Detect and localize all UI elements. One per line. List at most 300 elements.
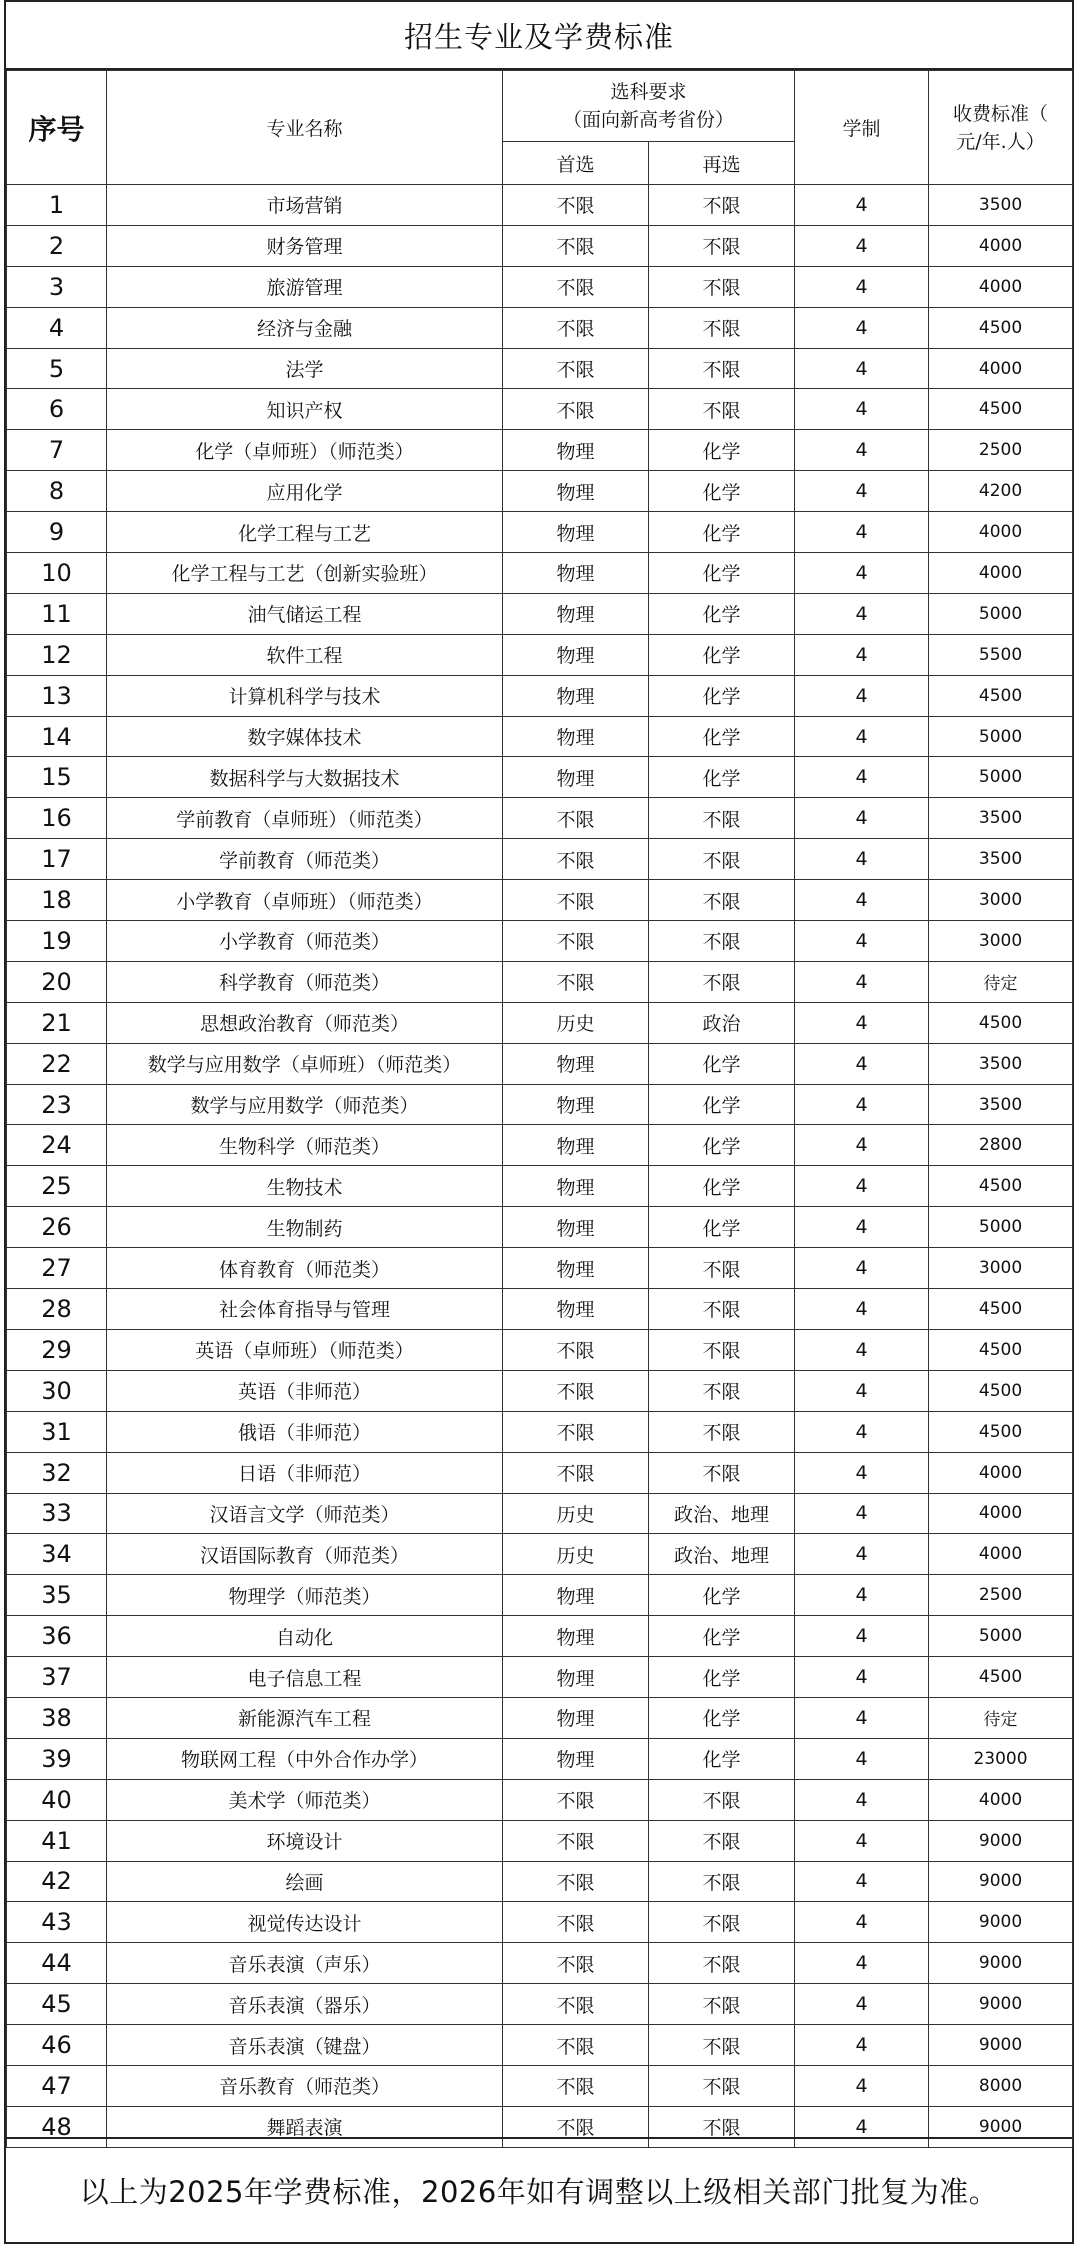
table-row: [7, 1902, 1073, 1943]
row-first-choice: 不限: [503, 1943, 649, 1984]
row-first-choice: 物理: [503, 1043, 649, 1084]
row-second-choice: 化学: [649, 1207, 795, 1248]
row-major-name: 日语（非师范）: [107, 1452, 503, 1493]
row-number: 42: [7, 1861, 107, 1902]
row-fee: 9000: [929, 1820, 1073, 1861]
row-years: 4: [795, 553, 929, 594]
row-number: 25: [7, 1166, 107, 1207]
row-years: 4: [795, 593, 929, 634]
row-second-choice: 政治: [649, 1002, 795, 1043]
row-number: 12: [7, 634, 107, 675]
row-first-choice: 不限: [503, 225, 649, 266]
row-second-choice: 政治、地理: [649, 1493, 795, 1534]
row-second-choice: 化学: [649, 1738, 795, 1779]
row-second-choice: 不限: [649, 839, 795, 880]
row-fee: 9000: [929, 1861, 1073, 1902]
row-years: 4: [795, 1084, 929, 1125]
row-second-choice: 不限: [649, 880, 795, 921]
row-fee: 待定: [929, 961, 1073, 1002]
header-years: 学制: [795, 71, 929, 185]
header-subject-requirement-note: （面向新高考省份）: [563, 109, 735, 131]
table-row: [7, 1657, 1073, 1698]
row-major-name: 化学工程与工艺（创新实验班）: [107, 553, 503, 594]
row-second-choice: 化学: [649, 1084, 795, 1125]
row-number: 46: [7, 2025, 107, 2066]
row-fee: 9000: [929, 2106, 1073, 2147]
row-fee: 5500: [929, 634, 1073, 675]
row-major-name: 美术学（师范类）: [107, 1779, 503, 1820]
row-number: 21: [7, 1002, 107, 1043]
header-fee: [929, 71, 1073, 185]
row-years: 4: [795, 2025, 929, 2066]
row-number: 29: [7, 1329, 107, 1370]
row-fee: 3500: [929, 1084, 1073, 1125]
row-fee: 9000: [929, 1902, 1073, 1943]
row-years: 4: [795, 1166, 929, 1207]
footer-note: 以上为2025年学费标准，2026年如有调整以上级相关部门批复为准。: [6, 2137, 1072, 2242]
table-row: [7, 1697, 1073, 1738]
row-years: 4: [795, 716, 929, 757]
row-number: 27: [7, 1248, 107, 1289]
row-major-name: 音乐教育（师范类）: [107, 2065, 503, 2106]
row-second-choice: 不限: [649, 1984, 795, 2025]
table-row: [7, 634, 1073, 675]
row-first-choice: 历史: [503, 1534, 649, 1575]
row-years: 4: [795, 1984, 929, 2025]
row-fee: 4000: [929, 1493, 1073, 1534]
row-years: 4: [795, 1943, 929, 1984]
row-fee: 9000: [929, 1943, 1073, 1984]
row-first-choice: 不限: [503, 1902, 649, 1943]
row-major-name: 学前教育（师范类）: [107, 839, 503, 880]
row-first-choice: 不限: [503, 1370, 649, 1411]
row-fee: 4200: [929, 471, 1073, 512]
row-second-choice: 不限: [649, 225, 795, 266]
row-years: 4: [795, 2106, 929, 2147]
table-row: [7, 1411, 1073, 1452]
table-row: [7, 1493, 1073, 1534]
row-second-choice: 化学: [649, 430, 795, 471]
row-number: 41: [7, 1820, 107, 1861]
row-major-name: 经济与金融: [107, 307, 503, 348]
row-years: 4: [795, 1779, 929, 1820]
row-years: 4: [795, 1043, 929, 1084]
header-second-choice: 再选: [649, 142, 795, 185]
row-first-choice: 不限: [503, 2106, 649, 2147]
row-first-choice: 物理: [503, 1248, 649, 1289]
row-second-choice: 化学: [649, 1575, 795, 1616]
table-row: [7, 389, 1073, 430]
row-major-name: 音乐表演（器乐）: [107, 1984, 503, 2025]
row-first-choice: 物理: [503, 634, 649, 675]
row-years: 4: [795, 880, 929, 921]
row-first-choice: 不限: [503, 1820, 649, 1861]
row-fee: 4000: [929, 225, 1073, 266]
row-second-choice: 不限: [649, 961, 795, 1002]
row-major-name: 法学: [107, 348, 503, 389]
row-fee: 3000: [929, 880, 1073, 921]
row-first-choice: 物理: [503, 471, 649, 512]
row-years: 4: [795, 1902, 929, 1943]
row-fee: 5000: [929, 593, 1073, 634]
row-fee: 4500: [929, 1289, 1073, 1330]
row-major-name: 物理学（师范类）: [107, 1575, 503, 1616]
table-row: [7, 1329, 1073, 1370]
row-first-choice: 不限: [503, 307, 649, 348]
table-row: [7, 185, 1073, 226]
row-major-name: 物联网工程（中外合作办学）: [107, 1738, 503, 1779]
row-first-choice: 物理: [503, 553, 649, 594]
row-second-choice: 化学: [649, 716, 795, 757]
row-first-choice: 历史: [503, 1002, 649, 1043]
row-first-choice: 物理: [503, 1738, 649, 1779]
row-second-choice: 不限: [649, 307, 795, 348]
table-row: [7, 1779, 1073, 1820]
row-number: 15: [7, 757, 107, 798]
row-number: 38: [7, 1697, 107, 1738]
row-second-choice: 化学: [649, 1043, 795, 1084]
row-major-name: 学前教育（卓师班）（师范类）: [107, 798, 503, 839]
table-row: [7, 1943, 1073, 1984]
row-second-choice: 不限: [649, 921, 795, 962]
header-no: 序号: [7, 71, 107, 185]
row-number: 2: [7, 225, 107, 266]
row-number: 47: [7, 2065, 107, 2106]
row-first-choice: 物理: [503, 430, 649, 471]
row-first-choice: 物理: [503, 757, 649, 798]
row-fee: 4500: [929, 307, 1073, 348]
row-number: 7: [7, 430, 107, 471]
row-first-choice: 物理: [503, 1207, 649, 1248]
row-number: 48: [7, 2106, 107, 2147]
row-major-name: 社会体育指导与管理: [107, 1289, 503, 1330]
row-second-choice: 化学: [649, 512, 795, 553]
header-subject-requirement-title: 选科要求: [610, 81, 687, 103]
row-number: 1: [7, 185, 107, 226]
row-major-name: 化学（卓师班）（师范类）: [107, 430, 503, 471]
row-years: 4: [795, 839, 929, 880]
row-years: 4: [795, 2065, 929, 2106]
table-row: [7, 757, 1073, 798]
row-number: 10: [7, 553, 107, 594]
row-number: 8: [7, 471, 107, 512]
table-row: [7, 593, 1073, 634]
row-major-name: 数学与应用数学（师范类）: [107, 1084, 503, 1125]
row-second-choice: 不限: [649, 266, 795, 307]
row-major-name: 财务管理: [107, 225, 503, 266]
row-major-name: 数据科学与大数据技术: [107, 757, 503, 798]
row-number: 32: [7, 1452, 107, 1493]
row-second-choice: 不限: [649, 2025, 795, 2066]
row-second-choice: 化学: [649, 471, 795, 512]
row-major-name: 科学教育（师范类）: [107, 961, 503, 1002]
row-major-name: 环境设计: [107, 1820, 503, 1861]
row-years: 4: [795, 1125, 929, 1166]
row-number: 5: [7, 348, 107, 389]
row-years: 4: [795, 1575, 929, 1616]
row-first-choice: 历史: [503, 1493, 649, 1534]
table-row: [7, 1452, 1073, 1493]
row-first-choice: 不限: [503, 961, 649, 1002]
row-years: 4: [795, 225, 929, 266]
row-fee: 3500: [929, 798, 1073, 839]
row-second-choice: 化学: [649, 1125, 795, 1166]
row-first-choice: 不限: [503, 389, 649, 430]
row-second-choice: 化学: [649, 757, 795, 798]
row-first-choice: 物理: [503, 1657, 649, 1698]
row-second-choice: 化学: [649, 553, 795, 594]
row-first-choice: 不限: [503, 2065, 649, 2106]
row-first-choice: 物理: [503, 1575, 649, 1616]
row-fee: 5000: [929, 757, 1073, 798]
table-row: [7, 1534, 1073, 1575]
row-fee: 5000: [929, 1207, 1073, 1248]
row-second-choice: 不限: [649, 1902, 795, 1943]
row-first-choice: 不限: [503, 1861, 649, 1902]
row-major-name: 俄语（非师范）: [107, 1411, 503, 1452]
row-fee: 4500: [929, 1166, 1073, 1207]
row-years: 4: [795, 512, 929, 553]
row-first-choice: 物理: [503, 675, 649, 716]
row-second-choice: 不限: [649, 1329, 795, 1370]
row-second-choice: 不限: [649, 1452, 795, 1493]
table-row: [7, 1084, 1073, 1125]
row-second-choice: 不限: [649, 1411, 795, 1452]
row-fee: 3500: [929, 185, 1073, 226]
header-subject-requirement: [503, 71, 795, 142]
row-fee: 2500: [929, 1575, 1073, 1616]
table-row: [7, 1043, 1073, 1084]
row-years: 4: [795, 1616, 929, 1657]
row-fee: 23000: [929, 1738, 1073, 1779]
row-number: 17: [7, 839, 107, 880]
table-row: [7, 2065, 1073, 2106]
row-years: 4: [795, 921, 929, 962]
row-number: 45: [7, 1984, 107, 2025]
row-major-name: 绘画: [107, 1861, 503, 1902]
row-years: 4: [795, 1738, 929, 1779]
row-years: 4: [795, 266, 929, 307]
row-fee: 4500: [929, 1657, 1073, 1698]
row-major-name: 汉语言文学（师范类）: [107, 1493, 503, 1534]
table-row: [7, 716, 1073, 757]
row-second-choice: 不限: [649, 1943, 795, 1984]
row-years: 4: [795, 307, 929, 348]
row-fee: 4500: [929, 675, 1073, 716]
row-years: 4: [795, 757, 929, 798]
row-second-choice: 不限: [649, 1861, 795, 1902]
row-fee: 4500: [929, 1370, 1073, 1411]
row-fee: 2800: [929, 1125, 1073, 1166]
row-major-name: 旅游管理: [107, 266, 503, 307]
row-number: 30: [7, 1370, 107, 1411]
table-row: [7, 1289, 1073, 1330]
table-row: [7, 512, 1073, 553]
row-number: 37: [7, 1657, 107, 1698]
table-row: [7, 798, 1073, 839]
row-fee: 4000: [929, 348, 1073, 389]
row-years: 4: [795, 675, 929, 716]
row-fee: 5000: [929, 716, 1073, 757]
table-header: [7, 71, 1073, 185]
table-row: [7, 1861, 1073, 1902]
row-first-choice: 不限: [503, 185, 649, 226]
row-first-choice: 不限: [503, 1411, 649, 1452]
row-fee: 3500: [929, 839, 1073, 880]
row-years: 4: [795, 1248, 929, 1289]
row-second-choice: 不限: [649, 2065, 795, 2106]
row-second-choice: 化学: [649, 634, 795, 675]
page-title: 招生专业及学费标准: [6, 2, 1072, 70]
row-number: 44: [7, 1943, 107, 1984]
row-second-choice: 不限: [649, 185, 795, 226]
row-major-name: 电子信息工程: [107, 1657, 503, 1698]
row-years: 4: [795, 1697, 929, 1738]
row-number: 28: [7, 1289, 107, 1330]
row-number: 40: [7, 1779, 107, 1820]
table-row: [7, 1125, 1073, 1166]
row-number: 43: [7, 1902, 107, 1943]
row-second-choice: 不限: [649, 1820, 795, 1861]
row-first-choice: 不限: [503, 839, 649, 880]
table-row: [7, 1207, 1073, 1248]
row-fee: 3000: [929, 1248, 1073, 1289]
row-number: 20: [7, 961, 107, 1002]
header-fee-title: 收费标准（: [953, 102, 1049, 125]
row-number: 23: [7, 1084, 107, 1125]
row-second-choice: 化学: [649, 1657, 795, 1698]
row-fee: 3000: [929, 921, 1073, 962]
row-number: 4: [7, 307, 107, 348]
row-major-name: 市场营销: [107, 185, 503, 226]
row-number: 16: [7, 798, 107, 839]
row-major-name: 数学与应用数学（卓师班）（师范类）: [107, 1043, 503, 1084]
row-number: 35: [7, 1575, 107, 1616]
row-major-name: 思想政治教育（师范类）: [107, 1002, 503, 1043]
row-first-choice: 不限: [503, 1329, 649, 1370]
row-major-name: 自动化: [107, 1616, 503, 1657]
row-years: 4: [795, 430, 929, 471]
row-major-name: 生物制药: [107, 1207, 503, 1248]
row-major-name: 英语（卓师班）（师范类）: [107, 1329, 503, 1370]
row-number: 6: [7, 389, 107, 430]
row-major-name: 生物技术: [107, 1166, 503, 1207]
row-major-name: 汉语国际教育（师范类）: [107, 1534, 503, 1575]
row-years: 4: [795, 1452, 929, 1493]
row-number: 3: [7, 266, 107, 307]
row-major-name: 视觉传达设计: [107, 1902, 503, 1943]
row-years: 4: [795, 348, 929, 389]
row-fee: 9000: [929, 2025, 1073, 2066]
row-fee: 4000: [929, 553, 1073, 594]
row-number: 39: [7, 1738, 107, 1779]
row-number: 36: [7, 1616, 107, 1657]
row-number: 34: [7, 1534, 107, 1575]
row-first-choice: 不限: [503, 880, 649, 921]
row-major-name: 软件工程: [107, 634, 503, 675]
table-row: [7, 307, 1073, 348]
row-years: 4: [795, 1411, 929, 1452]
row-second-choice: 不限: [649, 1289, 795, 1330]
row-second-choice: 政治、地理: [649, 1534, 795, 1575]
row-years: 4: [795, 1493, 929, 1534]
row-major-name: 小学教育（师范类）: [107, 921, 503, 962]
row-first-choice: 不限: [503, 348, 649, 389]
header-first-choice: 首选: [503, 142, 649, 185]
row-major-name: 化学工程与工艺: [107, 512, 503, 553]
row-second-choice: 不限: [649, 1248, 795, 1289]
row-number: 18: [7, 880, 107, 921]
row-years: 4: [795, 1861, 929, 1902]
row-first-choice: 物理: [503, 593, 649, 634]
row-major-name: 音乐表演（声乐）: [107, 1943, 503, 1984]
row-fee: 9000: [929, 1984, 1073, 2025]
row-major-name: 体育教育（师范类）: [107, 1248, 503, 1289]
row-years: 4: [795, 1820, 929, 1861]
row-years: 4: [795, 798, 929, 839]
table-row: [7, 471, 1073, 512]
row-number: 24: [7, 1125, 107, 1166]
row-second-choice: 不限: [649, 1370, 795, 1411]
table-body: [7, 185, 1073, 2148]
row-fee: 4500: [929, 1411, 1073, 1452]
row-first-choice: 不限: [503, 2025, 649, 2066]
row-second-choice: 不限: [649, 389, 795, 430]
row-first-choice: 不限: [503, 921, 649, 962]
row-first-choice: 物理: [503, 716, 649, 757]
row-fee: 2500: [929, 430, 1073, 471]
table-row: [7, 2025, 1073, 2066]
row-years: 4: [795, 961, 929, 1002]
row-years: 4: [795, 1002, 929, 1043]
table-row: [7, 1616, 1073, 1657]
row-years: 4: [795, 185, 929, 226]
row-major-name: 知识产权: [107, 389, 503, 430]
row-major-name: 计算机科学与技术: [107, 675, 503, 716]
row-years: 4: [795, 1534, 929, 1575]
row-major-name: 英语（非师范）: [107, 1370, 503, 1411]
row-second-choice: 不限: [649, 2106, 795, 2147]
table-row: [7, 1738, 1073, 1779]
row-second-choice: 化学: [649, 1616, 795, 1657]
table-row: [7, 839, 1073, 880]
row-second-choice: 不限: [649, 798, 795, 839]
table-row: [7, 266, 1073, 307]
table-row: [7, 553, 1073, 594]
row-major-name: 油气储运工程: [107, 593, 503, 634]
row-years: 4: [795, 389, 929, 430]
table-row: [7, 1984, 1073, 2025]
row-major-name: 生物科学（师范类）: [107, 1125, 503, 1166]
row-major-name: 音乐表演（键盘）: [107, 2025, 503, 2066]
row-major-name: 应用化学: [107, 471, 503, 512]
header-fee-unit: 元/年.人）: [956, 130, 1045, 153]
row-fee: 4000: [929, 1534, 1073, 1575]
row-second-choice: 化学: [649, 675, 795, 716]
row-number: 11: [7, 593, 107, 634]
row-first-choice: 物理: [503, 1166, 649, 1207]
row-years: 4: [795, 1657, 929, 1698]
row-first-choice: 物理: [503, 1289, 649, 1330]
row-years: 4: [795, 1289, 929, 1330]
row-number: 9: [7, 512, 107, 553]
row-first-choice: 不限: [503, 1452, 649, 1493]
row-second-choice: 不限: [649, 1779, 795, 1820]
row-major-name: 数字媒体技术: [107, 716, 503, 757]
fee-table-sheet: [4, 0, 1074, 2244]
row-first-choice: 不限: [503, 1984, 649, 2025]
table-row: [7, 1166, 1073, 1207]
